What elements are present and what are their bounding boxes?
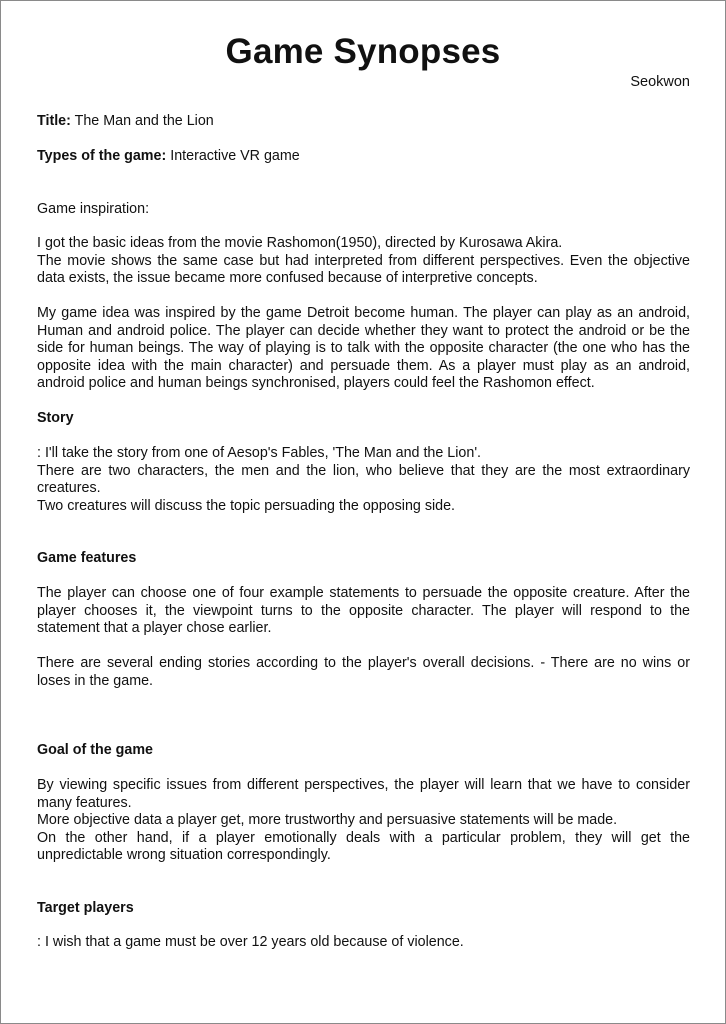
goal-line-2: More objective data a player get, more trustworthy and persuasive statements will be made.: [37, 812, 618, 828]
type-value: Interactive VR game: [170, 148, 300, 164]
page-title: Game Synopses: [225, 32, 501, 71]
story-paragraph: [37, 445, 690, 515]
author-name: Seokwon: [630, 74, 690, 90]
inspiration-heading: Game inspiration:: [37, 201, 150, 217]
type-field: [37, 148, 690, 166]
goal-paragraph: [37, 777, 690, 865]
features-paragraph-2: [37, 655, 690, 690]
target-paragraph: [37, 934, 690, 952]
features-paragraph-1: [37, 585, 690, 638]
inspiration-paragraph-2: [37, 305, 690, 393]
features-paragraph-2-text: There are several ending stories according to the player's overall decisions. - There are no wins or loses in the game.: [37, 655, 690, 689]
target-heading: Target players: [37, 900, 134, 916]
inspiration-line-1: I got the basic ideas from the movie Rashomon(1950), directed by Kurosawa Akira.: [37, 235, 563, 251]
title-label: Title:: [37, 113, 71, 129]
inspiration-paragraph-1: [37, 235, 690, 288]
title-field: [37, 113, 690, 131]
story-line-3: Two creatures will discuss the topic persuading the opposing side.: [37, 497, 456, 514]
type-label: Types of the game:: [37, 148, 167, 164]
goal-line-3: On the other hand, if a player emotionally deals with a particular problem, they will get the unpredictable wrong situation correspondingly.: [37, 829, 690, 863]
goal-heading: Goal of the game: [37, 742, 153, 758]
inspiration-paragraph-2-text: My game idea was inspired by the game Detroit become human. The player can play as an android, Human and android police. The player can decide whether they want to protect the android or be the side for human beings. The way of playing is to talk with the opposite character (the one who has the opposite idea with the main character) and persuade them. As a player must play as an android, android police and human beings synchronised, players could feel the Rashomon effect.: [37, 305, 690, 391]
features-heading: Game features: [37, 550, 137, 566]
inspiration-line-2: The movie shows the same case but had interpreted from different perspectives. Even the objective data exists, the issue became more confused because of interpretive concepts.: [37, 252, 690, 286]
goal-line-1: By viewing specific issues from different perspectives, the player will learn that we have to consider many features.: [37, 777, 690, 811]
story-line-2: There are two characters, the men and the lion, who believe that they are the most extraordinary creatures.: [37, 462, 690, 496]
title-value: The Man and the Lion: [74, 113, 214, 129]
story-line-1: : I'll take the story from one of Aesop's Fables, 'The Man and the Lion'.: [37, 445, 482, 461]
features-paragraph-1-text: The player can choose one of four example statements to persuade the opposite creature. After the player chooses it, the viewpoint turns to the opposite character. The player will respond to the statement that a player chose earlier.: [37, 585, 690, 636]
target-line-1: : I wish that a game must be over 12 years old because of violence.: [37, 934, 464, 950]
story-heading: Story: [37, 410, 74, 426]
